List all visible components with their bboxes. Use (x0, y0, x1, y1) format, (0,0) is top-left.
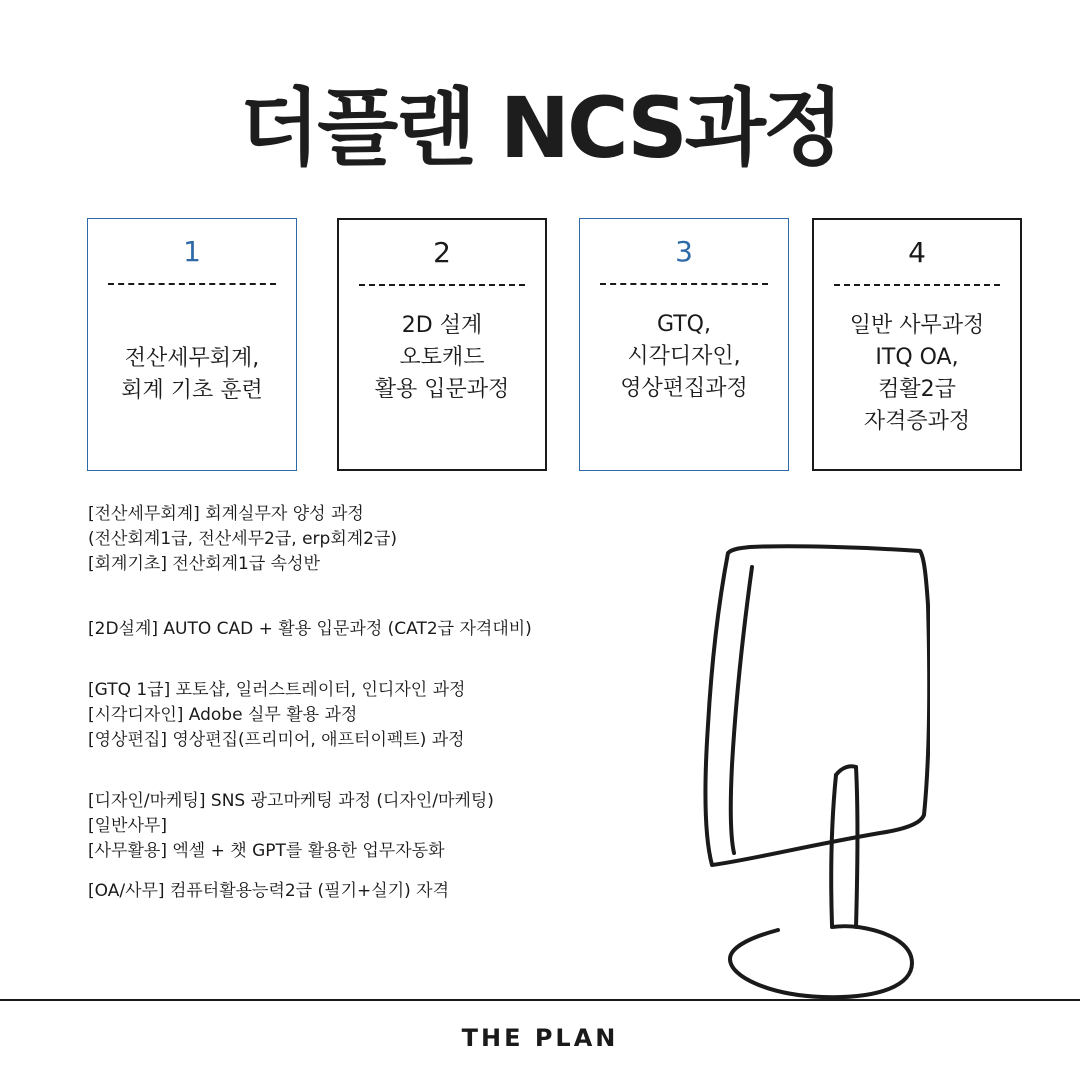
card-line: 2D 설계 (401, 313, 483, 338)
card-line: ITQ OA, (875, 345, 959, 370)
card-line: GTQ, (656, 312, 711, 337)
description-line: [시각디자인] Adobe 실무 활용 과정 (88, 705, 358, 725)
description-group-accounting (88, 502, 648, 577)
card-line: 회계 기초 훈련 (121, 378, 263, 403)
description-line: [전산세무회계] 회계실무자 양성 과정 (88, 504, 364, 524)
card-line: 일반 사무과정 (849, 313, 985, 338)
description-line: (전산회계1급, 전산세무2급, erp회계2급) (88, 529, 398, 549)
monitor-icon (690, 535, 930, 1005)
card-line: 오토캐드 (399, 345, 485, 370)
course-card-1 (87, 218, 297, 471)
card-line: 활용 입문과정 (374, 377, 510, 402)
card-body (88, 343, 296, 407)
description-line: [OA/사무] 컴퓨터활용능력2급 (필기+실기) 자격 (88, 881, 449, 901)
card-line: 컴활2급 (878, 377, 956, 402)
description-line: [영상편집] 영상편집(프리미어, 애프터이펙트) 과정 (88, 730, 465, 750)
card-divider (834, 284, 1000, 286)
description-group-office (88, 789, 648, 864)
description-group-cad (88, 617, 648, 642)
card-body (580, 309, 788, 405)
brand-name: THE PLAN (461, 1024, 619, 1052)
card-divider (600, 283, 768, 285)
description-line: [2D설계] AUTO CAD + 활용 입문과정 (CAT2급 자격대비) (88, 619, 532, 639)
course-card-3 (579, 218, 789, 471)
card-divider (108, 283, 276, 285)
card-number: 3 (675, 235, 693, 268)
card-number: 2 (433, 236, 451, 269)
card-line: 시각디자인, (627, 344, 741, 369)
footer-divider (0, 999, 1080, 1001)
card-body (814, 310, 1020, 438)
card-body (339, 310, 545, 406)
card-line: 자격증과정 (863, 409, 971, 434)
course-card-2 (337, 218, 547, 471)
course-description-list (88, 502, 648, 904)
card-divider (359, 284, 525, 286)
course-card-4 (812, 218, 1022, 471)
description-group-design (88, 678, 648, 753)
card-line: 영상편집과정 (620, 376, 748, 401)
description-line: [사무활용] 엑셀 + 챗 GPT를 활용한 업무자동화 (88, 841, 445, 861)
card-number: 1 (183, 235, 201, 268)
description-group-oa (88, 879, 648, 904)
description-line: [회계기초] 전산회계1급 속성반 (88, 554, 320, 574)
description-line: [디자인/마케팅] SNS 광고마케팅 과정 (디자인/마케팅) (88, 791, 494, 811)
page-title: 더플랜 NCS과정 (239, 79, 841, 177)
description-line: [일반사무] (88, 816, 167, 836)
card-line: 전산세무회계, (124, 346, 260, 371)
card-number: 4 (908, 236, 926, 269)
description-line: [GTQ 1급] 포토샵, 일러스트레이터, 인디자인 과정 (88, 680, 466, 700)
